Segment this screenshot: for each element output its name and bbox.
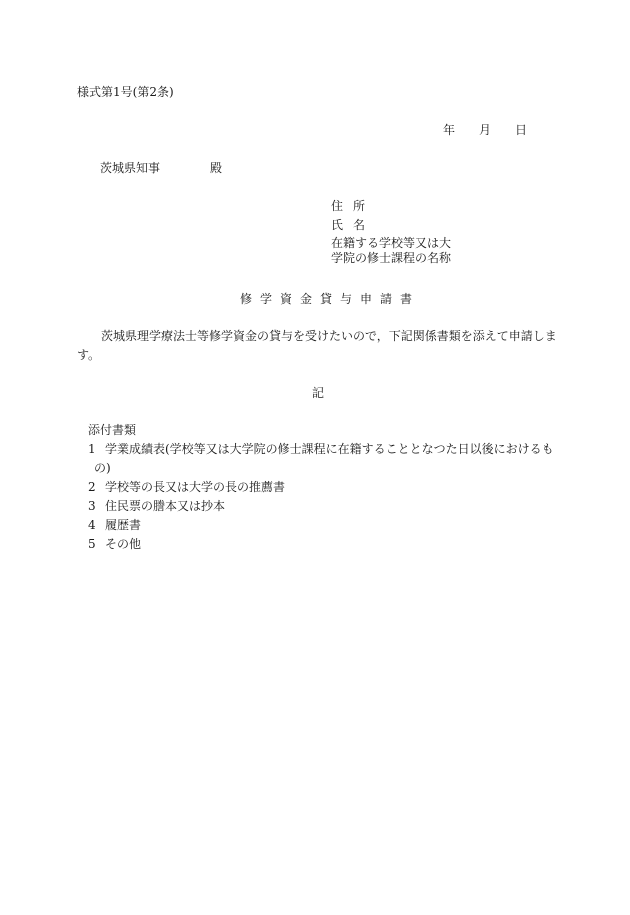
address-label-2: 所: [353, 199, 366, 213]
addressee-honorific: 殿: [210, 161, 223, 175]
list-item: 4 履歴書: [88, 518, 142, 532]
date-line: [443, 122, 527, 138]
list-item: 3 住民票の謄本又は抄本: [88, 499, 226, 513]
date-month-label: 月: [479, 123, 492, 137]
attachments-heading: 添付書類: [88, 423, 137, 437]
body-text: 茨城県理学療法士等修学資金の貸与を受けたいので，下記関係書類を添えて申請します。: [77, 329, 557, 362]
form-number: 様式第1号(第2条): [77, 85, 174, 99]
address-row: [331, 197, 451, 216]
list-item-continuation: の): [94, 461, 111, 475]
list-item: 1 学業成績表(学校等又は大学院の修士課程に在籍することとなつた日以後におけるも: [88, 442, 554, 456]
list-item: 2 学校等の長又は大学の長の推薦書: [88, 480, 286, 494]
name-label-1: 氏: [331, 218, 344, 232]
address-label-1: 住: [331, 199, 344, 213]
name-row: [331, 216, 451, 235]
list-item: 5 その他: [88, 537, 142, 551]
attachments-section: [88, 421, 554, 554]
name-label-2: 名: [353, 218, 366, 232]
document-title: 修学資金貸与申請書: [240, 292, 421, 306]
school-label-line-2: 学院の修士課程の名称: [331, 251, 452, 265]
school-label: [331, 236, 451, 266]
applicant-block: [331, 197, 451, 266]
date-day-label: 日: [515, 123, 528, 137]
addressee: [100, 160, 222, 176]
addressee-name: 茨城県知事: [100, 161, 161, 175]
date-year-label: 年: [443, 123, 456, 137]
ki-marker: 記: [312, 386, 325, 400]
school-label-line-1: 在籍する学校等又は大: [331, 236, 452, 250]
